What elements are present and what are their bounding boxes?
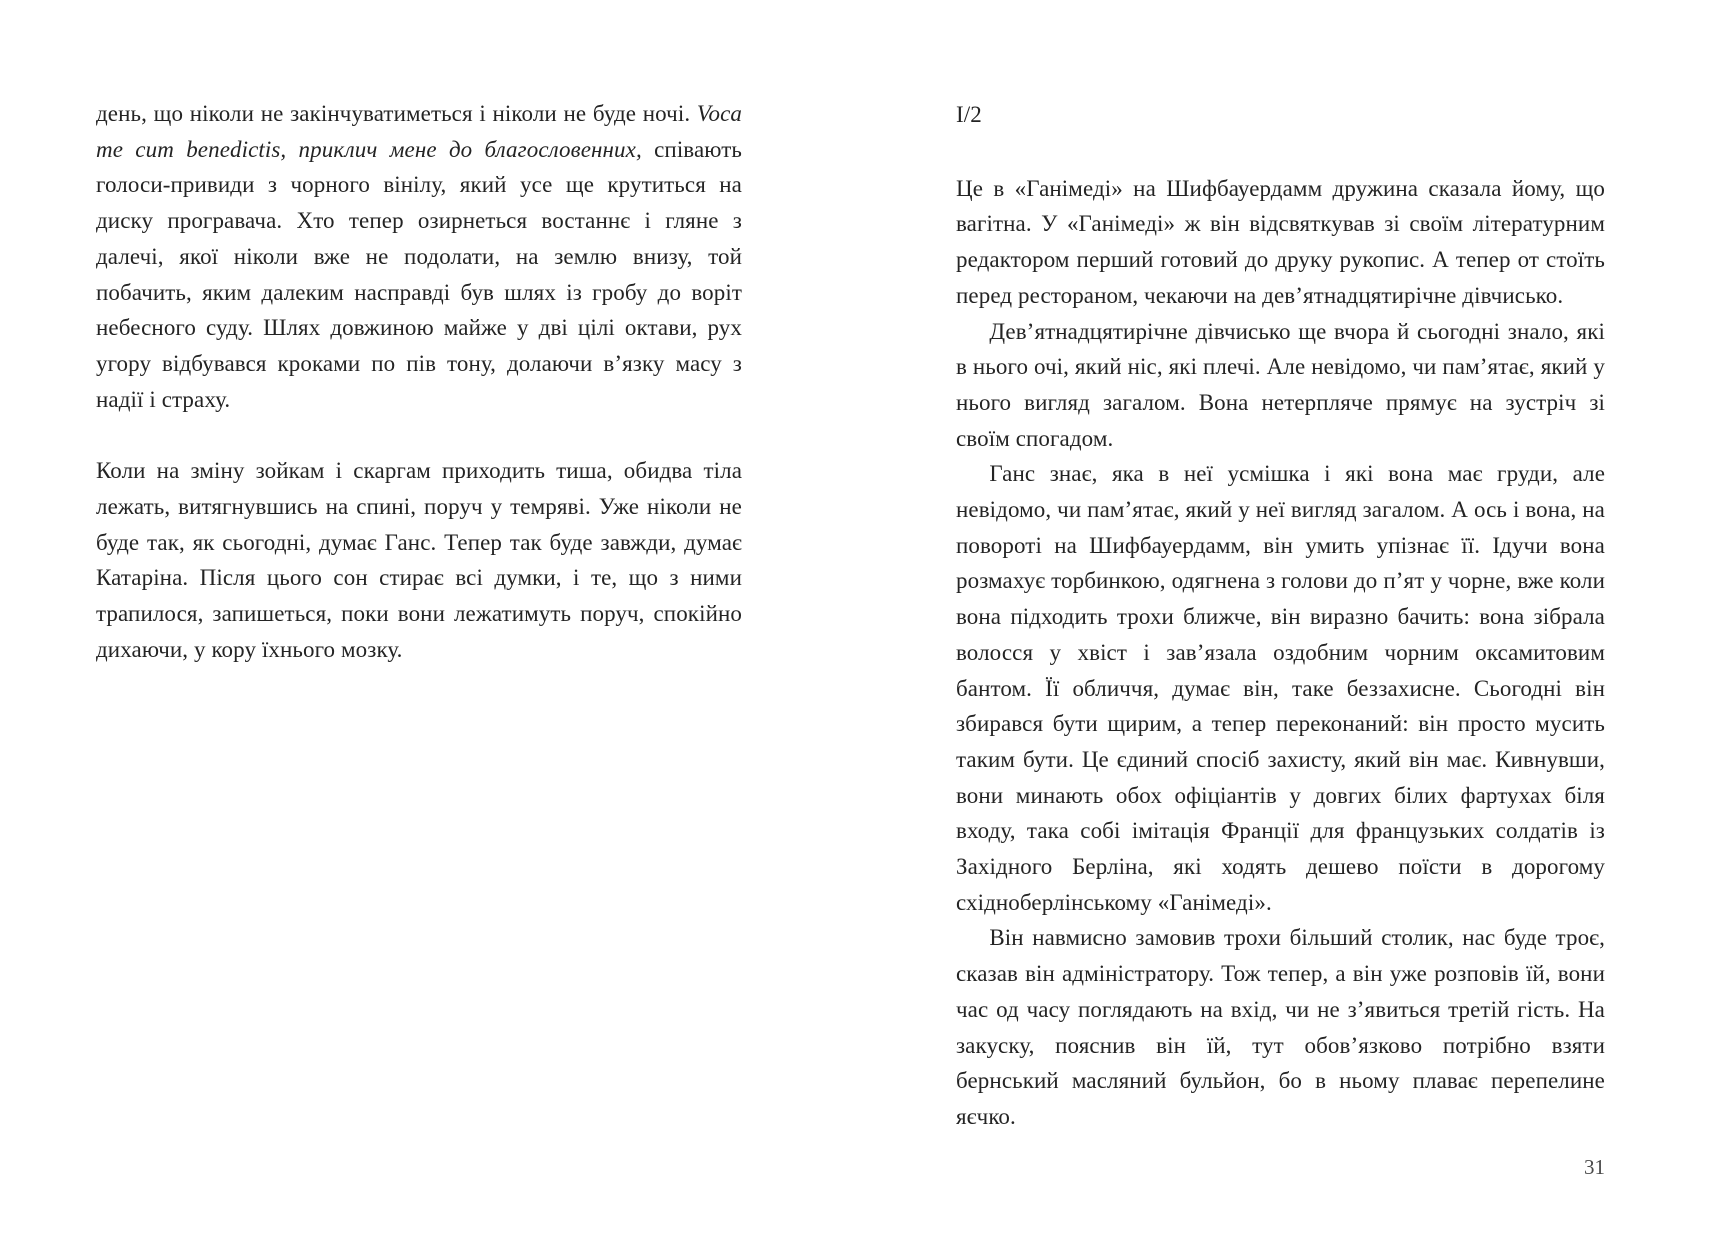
paragraph-text: співають голоси-привиди з чорного вінілу, який усе ще крутиться на диску програвача. Хто тепер озирнеться востаннє і гляне з далечі, якої ніколи вже не подолати, на землю внизу, той побачить, яким далеким насправді був шлях із гробу до воріт небесного суду. Шлях довжиною майже у дві цілі октави, рух угору відбувався кроками по пів тону, долаючи в’язку масу з надії і страху. xyxy=(96,136,742,412)
right-paragraph-4: Він навмисно замовив трохи більший столик, нас буде троє, сказав він адміністратору. Тож тепер, а він уже розповів їй, вони час од часу поглядають на вхід, чи не з’явиться третій гість. На закуску, пояснив він їй, тут обов’язково потрібно взяти бернський масляний бульйон, бо в ньому плаває перепелине яєчко. xyxy=(956,925,1605,1129)
left-paragraph-1 xyxy=(96,96,742,417)
paragraph-text: день, що ніколи не закінчуватиметься і ніколи не буде ночі. xyxy=(96,101,697,126)
right-page xyxy=(956,97,1605,1135)
left-paragraph-2: Коли на зміну зойкам і скаргам приходить тиша, обидва тіла лежать, витягнувшись на спині, поруч у темряві. Уже ніколи не буде так, як сьогодні, думає Ганс. Тепер так буде завжди, думає Катаріна. Після цього сон стирає всі думки, і те, що з ними трапилося, запишеться, поки вони лежатимуть поруч, спокійно дихаючи, у кору їхнього мозку. xyxy=(96,458,742,662)
left-page xyxy=(96,96,742,668)
right-paragraph-1: Це в «Ганімеді» на Шифбауердамм дружина сказала йому, що вагітна. У «Ганімеді» ж він відсвяткував зі своїм літературним редактором перший готовий до друку рукопис. А тепер от стоїть перед рестораном, чекаючи на дев’ятнадцятирічне дівчисько. xyxy=(956,175,1605,308)
right-paragraph-2: Дев’ятнадцятирічне дівчисько ще вчора й сьогодні знало, які в нього очі, який ніс, які плечі. Але невідомо, чи пам’ятає, який у нього вигляд загалом. Вона нетерпляче прямує на зустріч зі своїм спогадом. xyxy=(956,318,1605,451)
latin-quote-italic: Voca me cum benedictis, приклич мене до благословенних, xyxy=(96,101,742,162)
chapter-heading: I/2 xyxy=(956,102,982,127)
right-paragraph-3: Ганс знає, яка в неї усмішка і які вона має груди, але невідомо, чи пам’ятає, який у неї вигляд загалом. А ось і вона, на повороті на Шифбауердамм, він умить упізнає її. Ідучи вона розмахує торбинкою, одягнена з голови до п’ят у чорне, вже коли вона підходить трохи ближче, він виразно бачить: вона зібрала волосся у хвіст і зав’язала оздобним чорним оксамитовим бантом. Її обличчя, думає він, таке беззахисне. Сьогодні він збирався бути щирим, а тепер переконаний: він просто мусить таким бути. Це єдиний спосіб захисту, який він має. Кивнувши, вони минають обох офіціантів у довгих білих фартухах біля входу, така собі імітація Франції для французьких солдатів із Західного Берліна, які ходять дешево поїсти в дорогому східноберлінському «Ганімеді». xyxy=(956,461,1605,915)
page-number: 31 xyxy=(1584,1155,1605,1179)
